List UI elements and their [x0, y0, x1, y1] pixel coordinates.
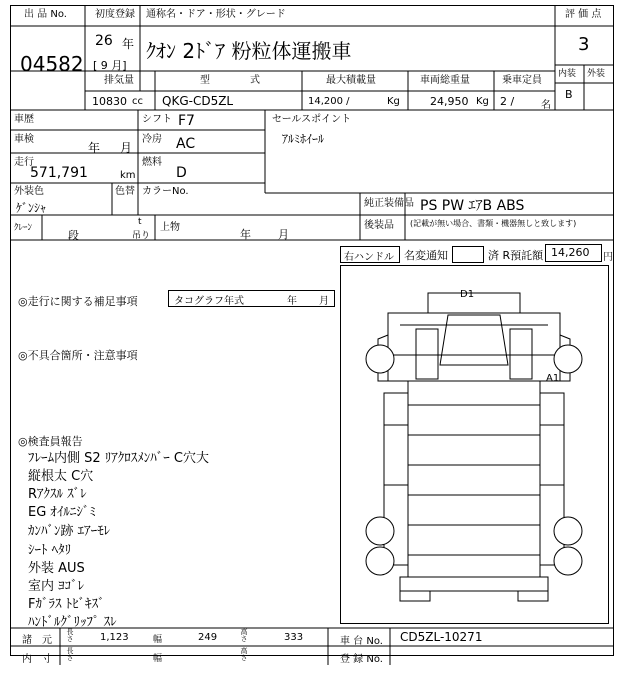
crane-stage-unit: 段	[68, 229, 79, 242]
inspector-line: ﾌﾚｰﾑ内側 S2 ﾘｱｸﾛｽﾒﾝﾊﾞｰ C穴大	[28, 451, 209, 466]
ac: AC	[176, 136, 196, 152]
retrofit-note: (記載が無い場合、書類・機器無しと致します)	[410, 219, 577, 228]
width-label: 幅	[153, 635, 163, 645]
overall-grade: 3	[578, 34, 590, 55]
inspector-line: Rｱｸｽﾙ ｽﾞﾚ	[28, 487, 87, 502]
sales-point-label: セールスポイント	[272, 114, 352, 125]
interior-length-label: 長さ	[66, 647, 74, 662]
shift: F7	[178, 113, 195, 129]
crane-hoist-label: 吊り	[132, 231, 151, 241]
recycle-box	[545, 244, 602, 262]
interior-height-label: 高さ	[240, 647, 248, 662]
gross-weight-unit: Kg	[476, 96, 489, 107]
inspector-line: 外装 AUS	[28, 561, 85, 576]
color-code-label: カラーNo.	[142, 186, 189, 197]
inspector-report-label: ◎検査員報告	[18, 435, 83, 448]
first-reg-month: [ 9 月]	[93, 59, 127, 72]
crane-mount-label: 上物	[160, 222, 180, 233]
inspection-year-unit: 年	[88, 141, 101, 155]
gross-weight: 24,950	[430, 95, 469, 108]
mileage-unit: km	[120, 170, 136, 181]
tacho-box	[168, 290, 335, 307]
driving-notes-label: ◎走行に関する補足事項	[18, 295, 138, 308]
cargo-bed	[408, 381, 540, 577]
interior-grade-label: 内装	[558, 69, 577, 79]
front-left-wheel	[366, 345, 394, 373]
lot-no-label: 出 品 No.	[24, 9, 67, 20]
recycle-unit: 円	[603, 252, 613, 263]
max-load: 14,200 /	[308, 96, 350, 107]
recycle-label: 済 R預託額	[488, 249, 544, 262]
tacho-year-unit: 年	[287, 296, 297, 307]
color: ｹﾞﾝｼｬ	[16, 201, 47, 215]
length: 1,123	[100, 632, 129, 643]
front-right-wheel	[554, 345, 582, 373]
first-reg-label: 初度登録	[95, 9, 135, 20]
inspection-label: 車検	[14, 134, 34, 145]
rear-left-wheel-inner	[366, 547, 394, 575]
crane-month-unit: 月	[278, 228, 289, 241]
crane-label: ｸﾚｰﾝ	[14, 223, 33, 233]
height-label: 高さ	[240, 628, 248, 643]
max-load-unit: Kg	[387, 96, 400, 107]
interior-dims-label: 内 寸	[22, 654, 52, 665]
vehicle-name: ｸｵﾝ 2ﾄﾞｱ 粉粒体運搬車	[146, 39, 352, 63]
inspector-line: EG ｵｲﾙﾆｼﾞﾐ	[28, 505, 96, 520]
interior-grade: B	[565, 88, 573, 101]
sales-point: ｱﾙﾐﾎｲｰﾙ	[282, 132, 325, 146]
rear-bumper	[400, 577, 548, 591]
rhd-label: 右ハンドル	[344, 252, 394, 263]
width: 249	[198, 632, 218, 643]
bumper-step-left	[400, 591, 430, 601]
inspector-line: 室内 ﾖｺﾞﾚ	[28, 579, 85, 594]
bumper-step-right	[518, 591, 548, 601]
fuel-label: 燃料	[142, 157, 162, 168]
rhd-box	[340, 246, 400, 263]
tacho-month-unit: 月	[319, 296, 329, 307]
capacity-label: 乗車定員	[502, 75, 542, 86]
first-reg-year-unit: 年	[122, 37, 135, 51]
capacity: 2 /	[500, 95, 515, 108]
interior-width-label: 幅	[153, 654, 163, 664]
windshield	[440, 315, 508, 365]
inspector-line: ｶﾝﾊﾞﾝ跡 ｴｱｰﾓﾚ	[28, 524, 111, 539]
displacement: 10830	[92, 95, 127, 108]
inspector-line: Fｶﾞﾗｽ ﾄﾋﾞｷｽﾞ	[28, 597, 105, 612]
dims-label: 諸 元	[22, 635, 52, 646]
inspector-line: 縦根太 C穴	[28, 469, 94, 484]
rear-right-wheel	[554, 517, 582, 545]
equipment: PS PW ｴｱB ABS	[420, 198, 525, 214]
retrofit-label: 後装品	[364, 220, 394, 231]
chassis-no: CD5ZL-10271	[400, 630, 483, 644]
inspector-line: ｼｰﾄ ﾍﾀﾘ	[28, 543, 72, 558]
fuel: D	[176, 165, 187, 181]
vehicle-name-label: 通称名・ドア・形状・グレード	[146, 9, 286, 20]
model-label: 型 式	[200, 75, 260, 86]
exterior-grade-label: 外装	[587, 69, 606, 79]
name-change-label: 名変通知	[404, 249, 448, 262]
inspector-line: ﾊﾝﾄﾞﾙｸﾞﾘｯﾌﾟ ｽﾚ	[28, 615, 117, 630]
reg-no-label: 登 録 No.	[340, 654, 383, 665]
chassis-label: 車 台 No.	[340, 636, 383, 647]
history-label: 車歴	[14, 114, 34, 125]
grade-label: 評 価 点	[565, 9, 602, 20]
crane-year-unit: 年	[240, 228, 251, 241]
mileage-label: 走行	[14, 157, 34, 168]
color-label: 外装色	[14, 186, 44, 197]
name-change-box	[452, 246, 484, 263]
color-change-label: 色替	[115, 186, 135, 197]
max-load-label: 最大積載量	[326, 75, 376, 86]
mileage: 571,791	[30, 165, 88, 181]
displacement-unit: cc	[132, 96, 143, 107]
ac-label: 冷房	[142, 134, 162, 145]
gross-weight-label: 車両総重量	[420, 75, 470, 86]
defects-label: ◎不具合箇所・注意事項	[18, 349, 138, 362]
right-door	[510, 329, 532, 379]
mark-d1: D1	[460, 289, 475, 300]
crane-ton-unit: t	[138, 217, 142, 227]
model: QKG-CD5ZL	[162, 94, 234, 108]
capacity-unit: 名	[541, 100, 551, 111]
cab-body	[388, 313, 560, 381]
recycle-amount: 14,260	[551, 246, 590, 259]
displacement-label: 排気量	[104, 75, 134, 86]
lot-no: 04582	[20, 52, 84, 76]
rear-left-wheel	[366, 517, 394, 545]
height: 333	[284, 632, 304, 643]
left-door	[416, 329, 438, 379]
equipment-label: 純正装備品	[364, 198, 414, 209]
length-label: 長さ	[66, 628, 74, 643]
inspection-month-unit: 月	[120, 141, 133, 155]
first-reg-year: 26	[95, 33, 113, 49]
tacho-label: タコグラフ年式	[174, 296, 244, 307]
truck-damage-diagram	[340, 265, 610, 625]
rear-right-wheel-inner	[554, 547, 582, 575]
mark-a1: A1	[546, 373, 560, 384]
shift-label: シフト	[142, 114, 172, 125]
